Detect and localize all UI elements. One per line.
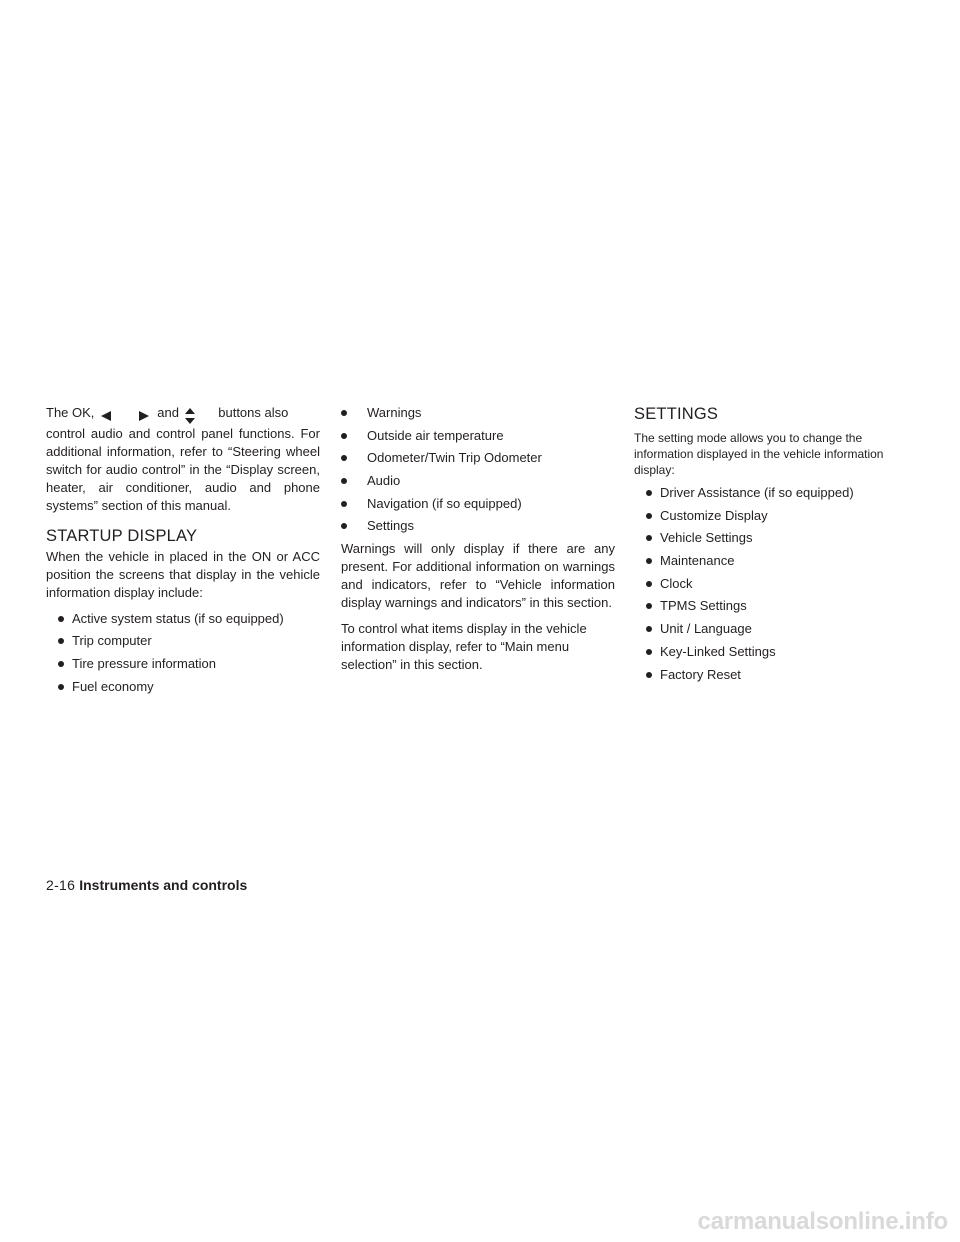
list-item-label: Vehicle Settings (660, 530, 753, 546)
list-item-label: Warnings (367, 405, 422, 420)
bullet-icon (646, 581, 652, 587)
list-item-label: Driver Assistance (if so equipped) (660, 485, 854, 500)
list-item (634, 620, 914, 638)
bullet-icon (646, 672, 652, 678)
section-title: Instruments and controls (79, 877, 248, 893)
list-item-label: Clock (660, 575, 693, 591)
list-item-label: Navigation (if so equipped) (367, 495, 522, 511)
intro-continuation: control audio and control panel functions. For additional information, refer to “Steering wheel switch for audio control” in the “Display screen, heater, air conditioner, audio and phone systems” section of this manual. (46, 425, 320, 513)
left-arrow-icon (98, 406, 114, 424)
column-1 (46, 404, 320, 700)
list-item-label: TPMS Settings (660, 598, 747, 614)
list-item (341, 427, 615, 445)
list-item (341, 517, 615, 535)
bullet-icon (58, 638, 64, 644)
startup-list (46, 610, 320, 696)
list-item (634, 575, 914, 593)
column-2 (341, 404, 615, 682)
list-item (341, 449, 615, 467)
list-item-label: Maintenance (660, 553, 735, 569)
bullet-icon (341, 455, 347, 461)
list-item-label: Settings (367, 518, 414, 534)
bullet-icon (646, 535, 652, 541)
bullet-icon (341, 478, 347, 484)
intro-rest-head: buttons also (218, 405, 289, 420)
list-item (634, 666, 914, 684)
list-item-label: Tire pressure information (72, 655, 217, 671)
control-paragraph: To control what items display in the vehicle information display, refer to “Main menu selection” in this section. (341, 621, 587, 673)
bullet-icon (58, 661, 64, 667)
list-item (634, 597, 914, 615)
list-item-label: Unit / Language (660, 621, 752, 637)
list-item-label: Trip computer (72, 633, 152, 649)
bullet-icon (58, 684, 64, 690)
settings-heading: SETTINGS (634, 405, 719, 423)
list-item-label: Active system status (if so equipped) (72, 610, 284, 626)
list-item (634, 552, 914, 570)
list-item-label: Odometer/Twin Trip Odometer (367, 450, 542, 466)
bullet-icon (646, 649, 652, 655)
startup-display-heading: STARTUP DISPLAY (46, 526, 198, 545)
list-item (341, 404, 615, 422)
list-item-label: Fuel economy (72, 678, 154, 694)
bullet-icon (646, 603, 652, 609)
column-3 (634, 404, 914, 688)
list-item (634, 484, 914, 502)
bullet-icon (58, 616, 64, 622)
list-item-label: Key-Linked Settings (660, 643, 776, 659)
bullet-icon (341, 433, 347, 439)
settings-lead-paragraph: The setting mode allows you to change the information displayed in the vehicle information display: (634, 431, 884, 477)
list-item-label: Outside air temperature (367, 427, 504, 443)
intro-and: and (157, 405, 179, 420)
list-item-label: Audio (367, 473, 401, 489)
list-item (46, 655, 320, 673)
page-footer (46, 876, 247, 894)
warnings-paragraph: Warnings will only display if there are any present. For additional information on warnings and indicators, refer to “Vehicle information display warnings and indicators” in this section. (341, 541, 615, 611)
list-item (341, 472, 615, 490)
up-down-arrow-icon (183, 406, 197, 425)
bullet-icon (646, 626, 652, 632)
list-item (46, 632, 320, 650)
list-item-label: Factory Reset (660, 666, 741, 682)
intro-start: The OK, (46, 405, 95, 420)
list-item (46, 678, 320, 696)
bullet-icon (646, 490, 652, 496)
bullet-icon (341, 501, 347, 507)
bullet-icon (646, 558, 652, 564)
screens-list (341, 404, 615, 535)
intro-paragraph (46, 404, 320, 425)
bullet-icon (341, 523, 347, 529)
list-item (634, 529, 914, 547)
list-item (634, 507, 914, 525)
right-arrow-icon (136, 406, 152, 424)
settings-list (634, 484, 914, 684)
bullet-icon (646, 513, 652, 519)
watermark-text[interactable]: carmanualsonline.info (697, 1208, 948, 1235)
startup-paragraph: When the vehicle in placed in the ON or ACC position the screens that display in the vehicle information display include: (46, 548, 320, 600)
list-item (46, 610, 320, 628)
page-number: 2-16 (46, 877, 76, 893)
list-item (634, 643, 914, 661)
list-item-label: Customize Display (660, 507, 768, 523)
bullet-icon (341, 410, 347, 416)
list-item (341, 495, 615, 513)
